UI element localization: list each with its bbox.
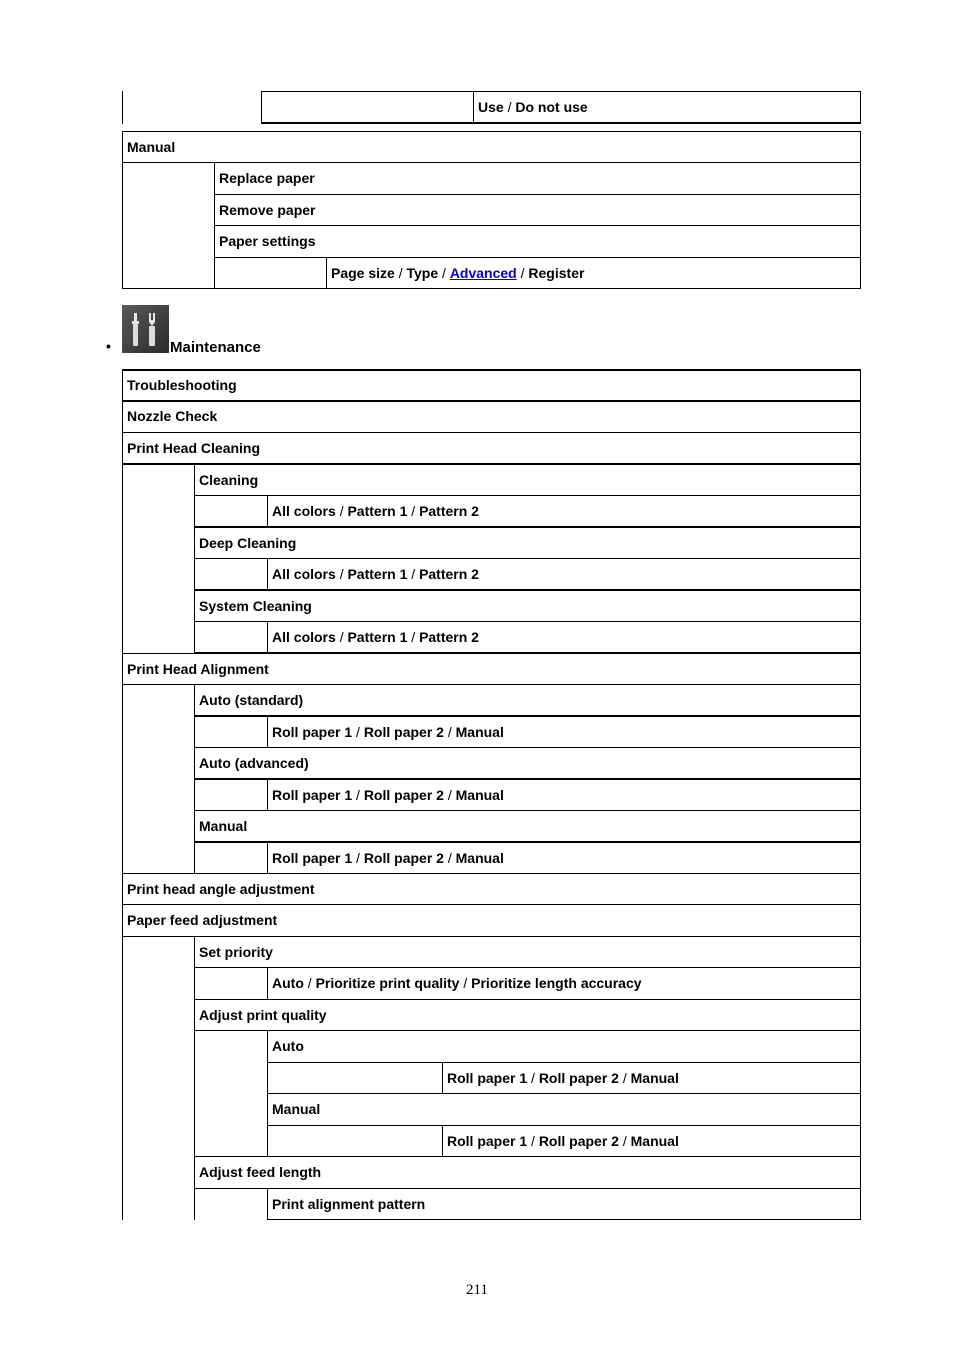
separator: / <box>447 850 456 866</box>
separator: / <box>442 265 450 281</box>
option-manual: Manual <box>630 1070 679 1086</box>
deep-cleaning-label: Deep Cleaning <box>199 535 297 551</box>
option-all-colors: All colors <box>272 566 336 582</box>
manual-row <box>122 131 861 163</box>
option-prioritize-print-quality: Prioritize print quality <box>315 975 460 991</box>
indent-cell <box>122 936 195 1220</box>
paper-settings-label: Paper settings <box>219 233 316 249</box>
indent-cell <box>267 1125 443 1157</box>
manual-label: Manual <box>127 139 176 155</box>
option-roll-paper-1: Roll paper 1 <box>272 724 353 740</box>
system-cleaning-row <box>194 590 861 622</box>
separator: / <box>463 975 472 991</box>
empty-cell <box>261 91 474 124</box>
separator: / <box>356 724 364 740</box>
nozzle-check-label: Nozzle Check <box>127 408 218 424</box>
bullet: • <box>106 338 111 354</box>
print-head-angle-row <box>122 873 861 905</box>
print-head-alignment-row <box>122 653 861 685</box>
remove-paper-row <box>214 194 861 226</box>
auto-label: Auto <box>272 1038 304 1054</box>
separator: / <box>447 724 456 740</box>
option-roll-paper-2: Roll paper 2 <box>363 850 444 866</box>
separator: / <box>339 566 348 582</box>
manual-alignment-row <box>194 810 861 843</box>
adjust-print-quality-label: Adjust print quality <box>199 1007 327 1023</box>
separator: / <box>411 503 420 519</box>
option-roll-paper-1: Roll paper 1 <box>447 1133 528 1149</box>
paper-options-row <box>326 257 861 289</box>
cleaning-label: Cleaning <box>199 472 259 488</box>
option-type: Type <box>406 265 439 281</box>
paper-feed-adjustment-row <box>122 904 861 937</box>
separator: / <box>398 265 407 281</box>
separator: / <box>307 975 316 991</box>
option-roll-paper-1: Roll paper 1 <box>272 850 353 866</box>
indent-cell <box>194 621 268 654</box>
separator: / <box>622 1070 631 1086</box>
separator: / <box>339 629 348 645</box>
indent-cell <box>122 162 215 289</box>
print-head-cleaning-label: Print Head Cleaning <box>127 440 261 456</box>
remove-paper-label: Remove paper <box>219 202 316 218</box>
auto-standard-label: Auto (standard) <box>199 692 304 708</box>
auto-advanced-row <box>194 747 861 780</box>
option-pattern-2: Pattern 2 <box>419 503 479 519</box>
option-roll-paper-2: Roll paper 2 <box>363 787 444 803</box>
separator: / <box>507 99 516 115</box>
option-pattern-2: Pattern 2 <box>419 566 479 582</box>
replace-paper-label: Replace paper <box>219 170 315 186</box>
option-prioritize-length-accuracy: Prioritize length accuracy <box>471 975 642 991</box>
indent-cell <box>122 464 195 654</box>
auto-row <box>267 1030 861 1063</box>
page-number: 211 <box>466 1282 488 1298</box>
print-alignment-pattern-row <box>267 1188 861 1220</box>
print-head-angle-label: Print head angle adjustment <box>127 881 315 897</box>
troubleshooting-row <box>122 369 861 402</box>
option-pattern-1: Pattern 1 <box>347 629 408 645</box>
manual-label: Manual <box>272 1101 321 1117</box>
indent-cell <box>194 967 268 1000</box>
indent-cell <box>194 558 268 591</box>
option-roll-paper-2: Roll paper 2 <box>538 1070 619 1086</box>
option-all-colors: All colors <box>272 503 336 519</box>
indent-cell <box>194 1188 268 1220</box>
use-option-row <box>473 91 861 124</box>
separator: / <box>356 850 364 866</box>
separator: / <box>520 265 529 281</box>
troubleshooting-label: Troubleshooting <box>127 377 237 393</box>
option-roll-paper-2: Roll paper 2 <box>363 724 444 740</box>
separator: / <box>622 1133 631 1149</box>
indent-cell <box>194 842 268 874</box>
manual-alignment-label: Manual <box>199 818 248 834</box>
section-heading: Maintenance <box>170 339 261 356</box>
option-manual: Manual <box>455 850 504 866</box>
paper-options-row <box>267 842 861 874</box>
set-priority-row <box>194 936 861 968</box>
paper-options-row <box>267 779 861 811</box>
option-register: Register <box>528 265 585 281</box>
option-roll-paper-1: Roll paper 1 <box>272 787 353 803</box>
option-auto: Auto <box>272 975 304 991</box>
color-options-row <box>267 621 861 654</box>
separator: / <box>356 787 364 803</box>
paper-options-row <box>267 716 861 748</box>
replace-paper-row <box>214 162 861 195</box>
cleaning-row <box>194 464 861 496</box>
print-alignment-pattern-label: Print alignment pattern <box>272 1196 426 1212</box>
set-priority-label: Set priority <box>199 944 273 960</box>
paper-feed-adjustment-label: Paper feed adjustment <box>127 912 278 928</box>
indent-cell <box>194 779 268 811</box>
indent-cell <box>194 716 268 748</box>
color-options-row <box>267 558 861 591</box>
table-border-left <box>122 91 123 124</box>
option-use: Use <box>478 99 504 115</box>
nozzle-check-row <box>122 400 861 433</box>
manual-row <box>267 1093 861 1126</box>
separator: / <box>531 1070 539 1086</box>
option-page-size: Page size <box>331 265 395 281</box>
advanced-link[interactable]: Advanced <box>449 265 517 281</box>
separator: / <box>339 503 348 519</box>
auto-standard-row <box>194 684 861 717</box>
color-options-row <box>267 495 861 528</box>
deep-cleaning-row <box>194 527 861 559</box>
option-roll-paper-1: Roll paper 1 <box>447 1070 528 1086</box>
paper-options-row <box>442 1125 861 1157</box>
separator: / <box>411 629 420 645</box>
adjust-feed-length-row <box>194 1156 861 1189</box>
tools-icon <box>122 305 169 353</box>
indent-cell <box>267 1062 443 1094</box>
separator: / <box>447 787 456 803</box>
paper-settings-row <box>214 225 861 258</box>
indent-cell <box>194 495 268 528</box>
option-pattern-2: Pattern 2 <box>419 629 479 645</box>
option-do-not-use: Do not use <box>515 99 588 115</box>
option-manual: Manual <box>630 1133 679 1149</box>
option-manual: Manual <box>455 787 504 803</box>
separator: / <box>531 1133 539 1149</box>
paper-options-row <box>442 1062 861 1094</box>
option-manual: Manual <box>455 724 504 740</box>
option-pattern-1: Pattern 1 <box>347 566 408 582</box>
separator: / <box>411 566 420 582</box>
adjust-print-quality-row <box>194 999 861 1031</box>
adjust-feed-length-label: Adjust feed length <box>199 1164 322 1180</box>
auto-advanced-label: Auto (advanced) <box>199 755 309 771</box>
indent-cell <box>214 257 327 289</box>
print-head-alignment-label: Print Head Alignment <box>127 661 269 677</box>
option-all-colors: All colors <box>272 629 336 645</box>
indent-cell <box>122 684 195 874</box>
option-roll-paper-2: Roll paper 2 <box>538 1133 619 1149</box>
system-cleaning-label: System Cleaning <box>199 598 312 614</box>
priority-options-row <box>267 967 861 1000</box>
print-head-cleaning-row <box>122 432 861 465</box>
indent-cell <box>194 1030 268 1157</box>
option-pattern-1: Pattern 1 <box>347 503 408 519</box>
